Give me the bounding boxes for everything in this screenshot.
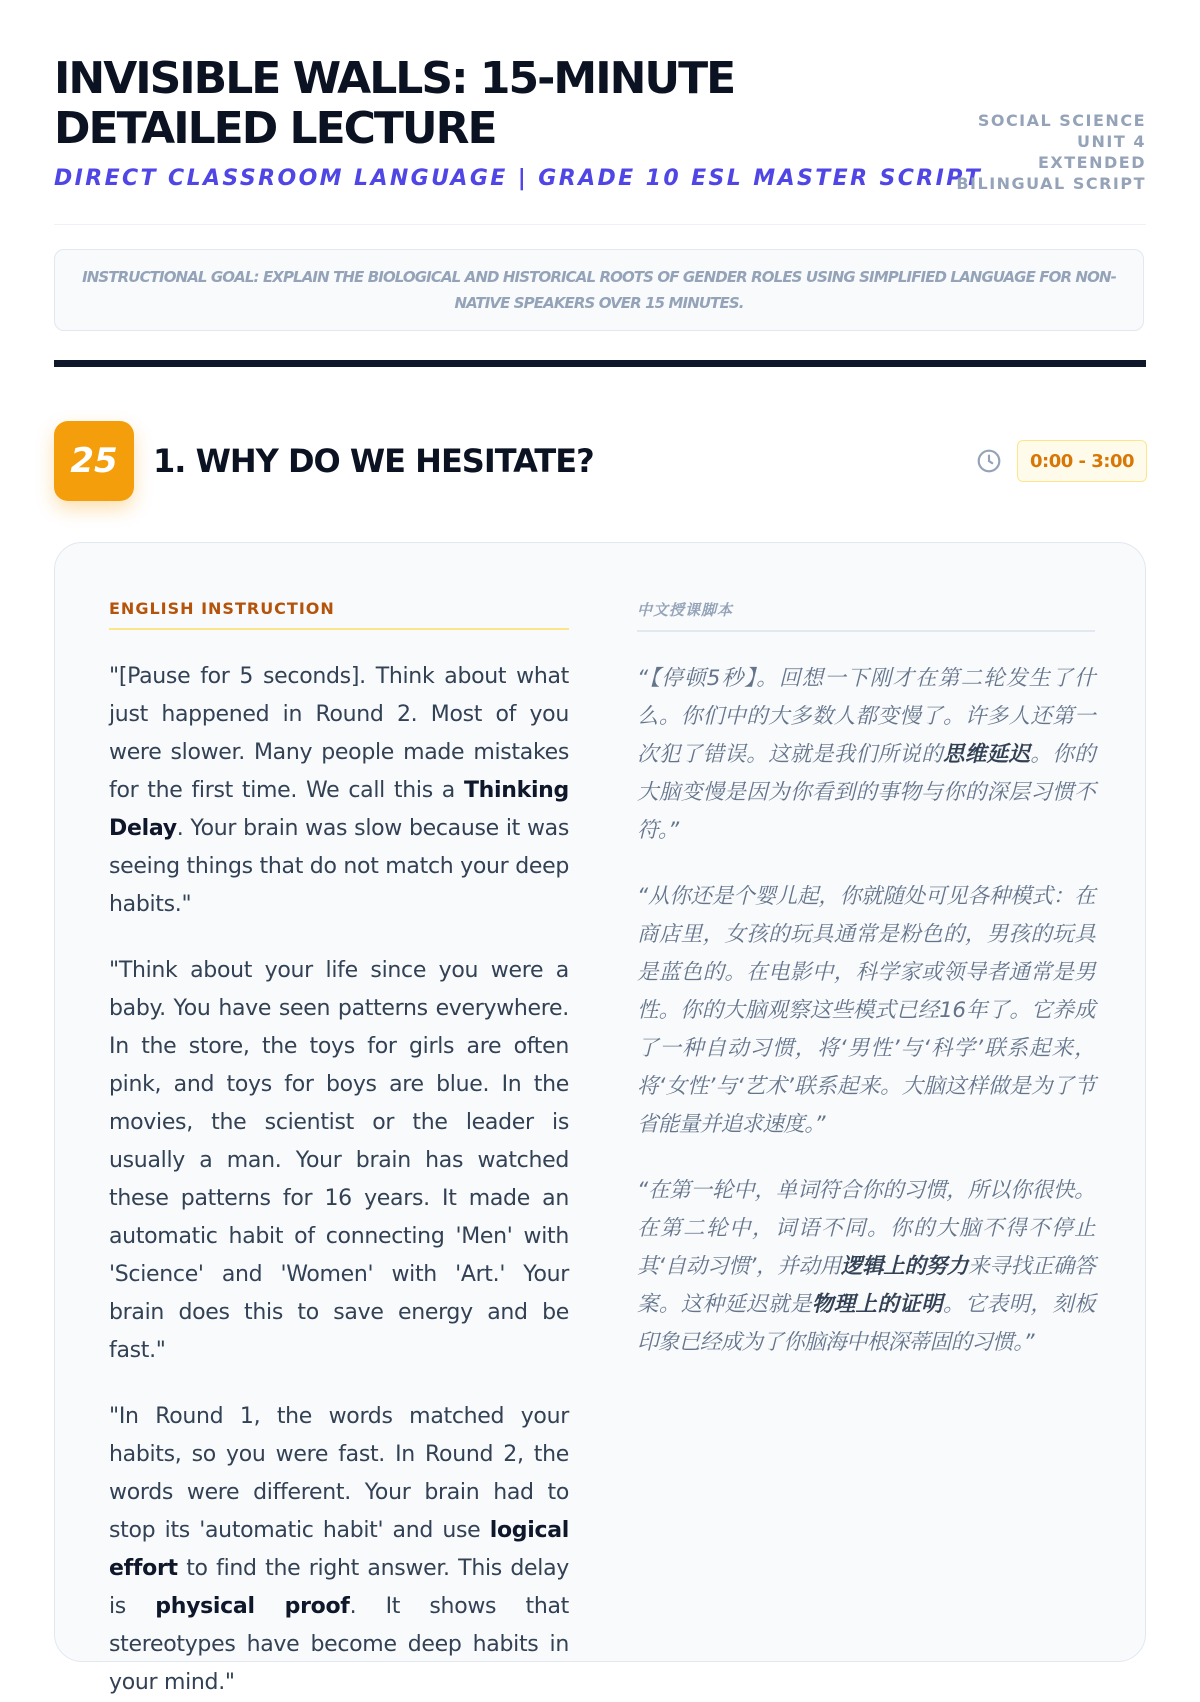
- chinese-paragraph-2: “从你还是个婴儿起，你就随处可见各种模式：在商店里，女孩的玩具通常是粉色的，男孩的玩具是蓝色的。在电影中，科学家或领导者通常是男性。你的大脑观察这些模式已经16年了。它养成了一种自动习惯，将‘男性’与‘科学’联系起来，将‘女性’与‘艺术’联系起来。大脑这样做是为了节省能量并追求速度。”: [637, 884, 1095, 1137]
- course-meta: [956, 110, 1146, 194]
- text-run: 来寻找正确答案。这种延迟就是: [637, 1254, 1095, 1317]
- english-column: [109, 599, 569, 1702]
- english-paragraph-1: [109, 658, 569, 924]
- text-run: to find the right answer. This delay is: [109, 1556, 569, 1619]
- text-run: . It shows that stereotypes have become deep habits in your mind.": [109, 1594, 569, 1695]
- text-run: . Your brain was slow because it was seeing things that do not match your deep habits.": [109, 816, 569, 917]
- key-term-logical-effort-zh: 逻辑上的努力: [840, 1254, 969, 1279]
- key-term-thinking-delay-zh: 思维延迟: [942, 742, 1031, 767]
- text-run: “在第一轮中，单词符合你的习惯，所以你很快。在第二轮中，词语不同。你的大脑不得不停止其‘自动习惯’，并动用: [637, 1178, 1095, 1279]
- english-text: [109, 658, 569, 1702]
- script-card: [54, 542, 1146, 1695]
- chinese-column: [637, 599, 1095, 1362]
- text-run: “【停顿5秒】。回想一下刚才在第二轮发生了什么。你们中的大多数人都变慢了。许多人还第一次犯了错误。这就是我们所说的: [637, 666, 1095, 767]
- section-number: 25: [70, 441, 118, 481]
- section-divider: [54, 360, 1146, 367]
- text-run: 。你的大脑变慢是因为你看到的事物与你的深层习惯不符。”: [637, 742, 1095, 843]
- chinese-text: [637, 660, 1095, 1362]
- key-term-physical-proof-zh: 物理上的证明: [811, 1292, 943, 1317]
- key-term-thinking-delay: Thinking Delay: [109, 778, 569, 841]
- page-subtitle: DIRECT CLASSROOM LANGUAGE | GRADE 10 ESL MASTER SCRIPT: [54, 166, 983, 191]
- meta-subject: SOCIAL SCIENCE: [977, 111, 1146, 130]
- instructional-goal-box: [54, 249, 1144, 331]
- text-run: "[Pause for 5 seconds]. Think about what just happened in Round 2. Most of you were slower. Many people made mistakes for the first time. We call this a: [109, 664, 569, 803]
- title-line-1: INVISIBLE WALLS: 15-MINUTE: [54, 53, 735, 104]
- meta-unit: UNIT 4: [1077, 132, 1146, 151]
- page-header: [54, 54, 1146, 225]
- english-column-label: ENGLISH INSTRUCTION: [109, 599, 569, 630]
- section-title: 1. WHY DO WE HESITATE?: [153, 442, 594, 480]
- time-range-text: 0:00 - 3:00: [1029, 450, 1135, 472]
- chinese-paragraph-3: [637, 1172, 1095, 1362]
- key-term-physical-proof: physical proof: [155, 1594, 350, 1619]
- instructional-goal-text: INSTRUCTIONAL GOAL: EXPLAIN THE BIOLOGICAL AND HISTORICAL ROOTS OF GENDER ROLES USING SIMPLIFIED LANGUAGE FOR NON-NATIVE SPEAKERS OVER 15 MINUTES.: [82, 268, 1116, 312]
- chinese-paragraph-1: [637, 660, 1095, 850]
- text-run: "In Round 1, the words matched your habits, so you were fast. In Round 2, the words were different. Your brain had to stop its 'automatic habit' and use: [109, 1404, 569, 1543]
- time-range-badge: [1017, 440, 1147, 482]
- english-paragraph-3: [109, 1398, 569, 1702]
- title-line-2: DETAILED LECTURE: [54, 103, 496, 154]
- clock-icon: [976, 448, 1002, 474]
- section-number-badge: [54, 421, 134, 501]
- meta-script-type: BILINGUAL SCRIPT: [956, 174, 1146, 193]
- meta-extended: EXTENDED: [1038, 153, 1146, 172]
- key-term-logical-effort: logical effort: [109, 1518, 569, 1581]
- english-paragraph-2: "Think about your life since you were a baby. You have seen patterns everywhere. In the store, the toys for girls are often pink, and toys for boys are blue. In the movies, the scientist or the leader is usually a man. Your brain has watched these patterns for 16 years. It made an automatic habit of connecting 'Men' with 'Science' and 'Women' with 'Art.' Your brain does this to save energy and be fast.": [109, 958, 569, 1363]
- text-run: 。它表明，刻板印象已经成为了你脑海中根深蒂固的习惯。”: [637, 1292, 1095, 1355]
- chinese-column-label: 中文授课脚本: [637, 599, 1095, 632]
